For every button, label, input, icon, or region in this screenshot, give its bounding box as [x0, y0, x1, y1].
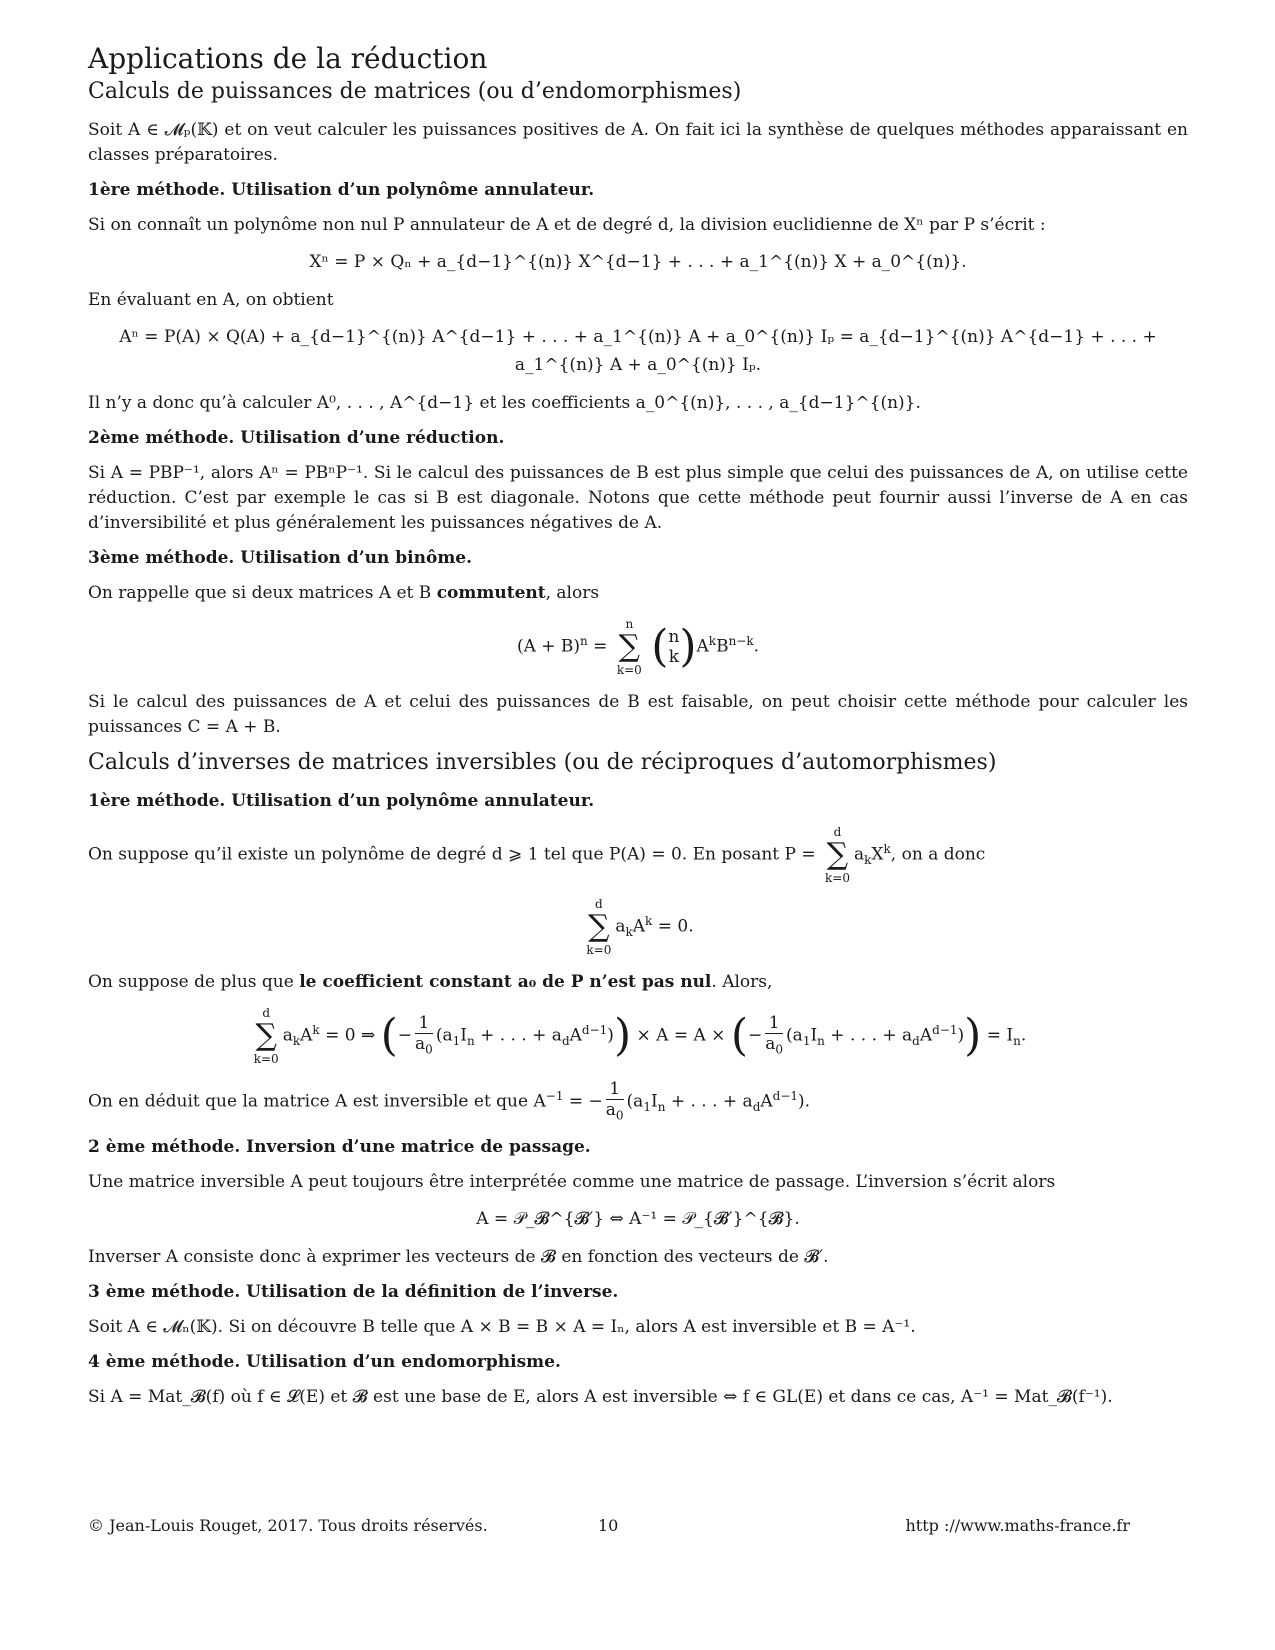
method-2-text: Si A = PBP⁻¹, alors Aⁿ = PBⁿP⁻¹. Si le calcul des puissances de B est plus simple que celui des puissances de A, on utilise cette réduction. C’est par exemple le cas si B est diagonale. Notons que cette méthode peut fournir aussi l’inverse de A en cas d’inversibilité et plus généralement les puissances négatives de A. — [88, 463, 1188, 533]
annulator-sum: d ∑ k=0 $a_kA^k = 0$. — [586, 897, 694, 957]
inverse-method-2-equation: A = 𝒫_𝓑^{𝓑′} ⇔ A⁻¹ = 𝒫_{𝓑′}^{𝓑}. — [476, 1209, 800, 1230]
method-1-equation-2: Aⁿ = P(A) × Q(A) + a_{d−1}^{(n)} A^{d−1} + . . . + a_1^{(n)} A + a_0^{(n)} Iₚ = a_{d−1}^{(n)} A^{d−1} + . . . + a_1^{(n)} A + a_0^{(n)} Iₚ. — [119, 327, 1157, 375]
inverse-method-3-text: Soit A ∈ 𝓜ₙ(𝕂). Si on découvre B telle que A × B = B × A = Iₙ, alors A est inversible et B = A⁻¹. — [88, 1317, 916, 1338]
method-1-text-3: Il n’y a donc qu’à calculer A⁰, . . . , A^{d−1} et les coefficients a_0^{(n)}, . . . , a_{d−1}^{(n)}. — [88, 393, 921, 413]
inverse-method-2-text-2: Inverser A consiste donc à exprimer les vecteurs de 𝓑 en fonction des vecteurs de 𝓑′. — [88, 1247, 829, 1268]
footer-copyright: © Jean-Louis Rouget, 2017. Tous droits réservés. — [88, 1516, 488, 1535]
inverse-method-4-text: Si A = Mat_𝓑(f) où f ∈ 𝓛(E) et 𝓑 est une base de E, alors A est inversible ⇔ f ∈ GL(E) et dans ce cas, A⁻¹ = Mat_𝓑(f⁻¹). — [88, 1387, 1113, 1408]
section-heading-powers: Calculs de puissances de matrices (ou d’endomorphismes) — [88, 79, 742, 104]
inverse-derivation: d ∑ k=0 $a_kA^k = 0$ ⇒ (− $\frac{1}{a_0}$ ($a_1I_n$ + . . . + $a_dA^{d-1})) \times A = A$ × (− $\frac{1}{a_0}$ ($a_1I_n$ + . . . + $a_dA^{d-1})) = I_n$. — [253, 1006, 1027, 1066]
method-1-title: 1ère méthode. Utilisation d’un polynôme annulateur. — [88, 180, 595, 200]
inverse-method-1-conclusion: On en déduit que la matrice A est inversible et que $A^{-1}$ = − $\frac{1}{a_0}$ ($a_1I_n$ + . . . + $a_dA^{d-1}$). — [88, 1079, 811, 1123]
inverse-method-3-title: 3 ème méthode. Utilisation de la définition de l’inverse. — [88, 1282, 619, 1303]
binomial-formula: $(A + B)^n$ = n ∑ k=0 ( n k )$A^kB^{n-k}$. — [516, 617, 760, 677]
method-3-text-2: Si le calcul des puissances de A et celui des puissances de B est faisable, on peut choisir cette méthode pour calculer les puissances C = A + B. — [88, 692, 1188, 737]
method-2-title: 2ème méthode. Utilisation d’une réduction. — [88, 428, 505, 448]
method-3-title: 3ème méthode. Utilisation d’un binôme. — [88, 548, 473, 568]
method-1-text: Si on connaît un polynôme non nul P annulateur de A et de degré d, la division euclidienne de Xⁿ par P s’écrit : — [88, 215, 1046, 235]
inverse-method-2-text: Une matrice inversible A peut toujours être interprétée comme une matrice de passage. L’inversion s’écrit alors — [88, 1172, 1056, 1193]
powers-intro: Soit A ∈ 𝓜ₚ(𝕂) et on veut calculer les puissances positives de A. On fait ici la synthèse de quelques méthodes apparaissant en classes préparatoires. — [88, 120, 1188, 165]
inverse-method-1-title: 1ère méthode. Utilisation d’un polynôme annulateur. — [88, 791, 595, 811]
inverse-method-1-text-2: On suppose de plus que le coefficient constant a₀ de P n’est pas nul. Alors, — [88, 972, 773, 992]
method-3-text: On rappelle que si deux matrices A et B commutent, alors — [88, 583, 600, 603]
document-page — [88, 36, 1188, 1420]
footer-url[interactable]: http ://www.maths-france.fr — [905, 1516, 1130, 1535]
method-1-text-2: En évaluant en A, on obtient — [88, 290, 334, 310]
inverse-method-2-title: 2 ème méthode. Inversion d’une matrice de passage. — [88, 1137, 591, 1158]
inverse-method-1-text: On suppose qu’il existe un polynôme de degré d ⩾ 1 tel que P(A) = 0. En posant P = d ∑ k=0 $a_kX^k$, on a donc — [88, 825, 986, 885]
footer-page-number: 10 — [598, 1516, 619, 1535]
page-title: Applications de la réduction — [88, 42, 488, 75]
section-heading-inverses: Calculs d’inverses de matrices inversibles (ou de réciproques d’automorphismes) — [88, 750, 997, 775]
method-1-equation-1: Xⁿ = P × Qₙ + a_{d−1}^{(n)} X^{d−1} + . . . + a_1^{(n)} X + a_0^{(n)}. — [309, 252, 967, 272]
inverse-method-4-title: 4 ème méthode. Utilisation d’un endomorphisme. — [88, 1352, 561, 1373]
